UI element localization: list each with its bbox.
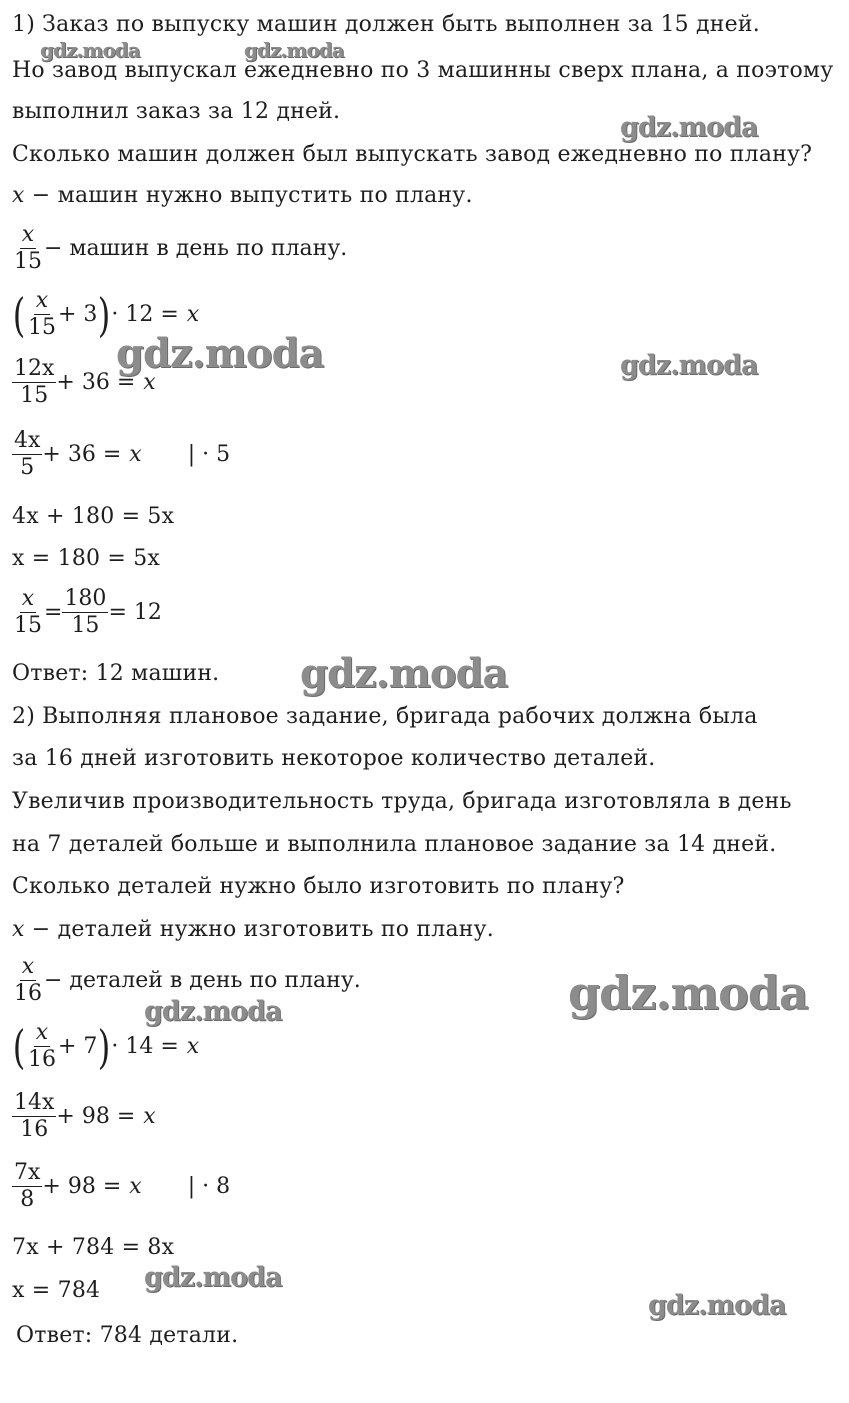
p2-line-5: Сколько деталей нужно было изготовить по плану? (12, 874, 625, 899)
watermark: gdz.moda (116, 330, 324, 377)
p2-line-6: x − деталей нужно изготовить по плану. (12, 917, 494, 942)
fraction: $\frac{12x}{15}$ (14, 356, 55, 408)
watermark: gdz.moda (144, 1262, 282, 1293)
fraction: $\frac{14x}{16}$ (14, 1090, 55, 1142)
p2-line-1: 2) Выполняя плановое задание, бригада рабочих должна была (12, 704, 758, 729)
p1-equation-1: ( $\frac{x}{15}$ + 3 ) · 12 = x (12, 287, 200, 342)
watermark: gdz.moda (620, 350, 758, 381)
watermark: gdz.moda (244, 38, 344, 62)
watermark: gdz.moda (300, 650, 508, 697)
p2-equation-4: 7x + 784 = 8x (12, 1235, 175, 1260)
p1-line-5: x − машин нужно выпустить по плану. (12, 183, 473, 208)
fraction: $\frac{x}{15}$ (27, 288, 56, 340)
p2-line-4: на 7 деталей больше и выполнила плановое задание за 14 дней. (12, 832, 777, 857)
p1-line-3: выполнил заказ за 12 дней. (12, 99, 341, 124)
fraction: $\frac{180}{15}$ (64, 586, 107, 638)
p1-equation-2: $\frac{12x}{15}$ + 36 = x (14, 356, 156, 408)
p1-equation-5: x = 180 = 5x (12, 546, 161, 571)
p2-equation-1: ( $\frac{x}{16}$ + 7 ) · 14 = x (12, 1019, 200, 1074)
watermark: gdz.moda (648, 1290, 786, 1321)
variable: x (12, 917, 25, 942)
p1-line-4: Сколько машин должен был выпускать завод ежедневно по плану? (12, 142, 813, 167)
watermark: gdz.moda (40, 38, 140, 62)
fraction: $\frac{x}{15}$ (14, 586, 42, 638)
watermark: gdz.moda (620, 112, 758, 143)
p1-equation-4: 4x + 180 = 5x (12, 504, 175, 529)
p1-line-1: 1) Заказ по выпуску машин должен быть выполнен за 15 дней. (12, 12, 760, 37)
p2-fraction-line: $\frac{x}{16}$ − деталей в день по плану. (14, 954, 361, 1006)
p2-line-2: за 16 дней изготовить некоторое количество деталей. (12, 746, 656, 771)
fraction: $\frac{4x}{5}$ (14, 428, 41, 480)
p1-equation-3: $\frac{4x}{5}$ + 36 = x | · 5 (14, 428, 231, 480)
p2-equation-5: x = 784 (12, 1278, 101, 1303)
fraction: $\frac{x}{16}$ (27, 1020, 56, 1072)
fraction: $\frac{7x}{8}$ (14, 1160, 41, 1212)
p1-line-2: Но завод выпускал ежедневно по 3 машинны сверх плана, а поэтому (12, 58, 834, 83)
p1-equation-6: $\frac{x}{15}$ = $\frac{180}{15}$ = 12 (14, 586, 162, 638)
fraction: $\frac{x}{16}$ (14, 954, 42, 1006)
watermark: gdz.moda (144, 996, 282, 1027)
p2-equation-3: $\frac{7x}{8}$ + 98 = x | · 8 (14, 1160, 231, 1212)
p2-answer: Ответ: 784 детали. (16, 1323, 239, 1348)
p2-line-3: Увеличив производительность труда, бригада изготовляла в день (12, 789, 792, 814)
p2-equation-2: $\frac{14x}{16}$ + 98 = x (14, 1090, 156, 1142)
p1-answer: Ответ: 12 машин. (12, 661, 220, 686)
p1-fraction-line: $\frac{x}{15}$ − машин в день по плану. (14, 222, 348, 274)
watermark: gdz.moda (568, 966, 808, 1020)
variable: x (12, 183, 25, 208)
fraction: $\frac{x}{15}$ (14, 222, 42, 274)
